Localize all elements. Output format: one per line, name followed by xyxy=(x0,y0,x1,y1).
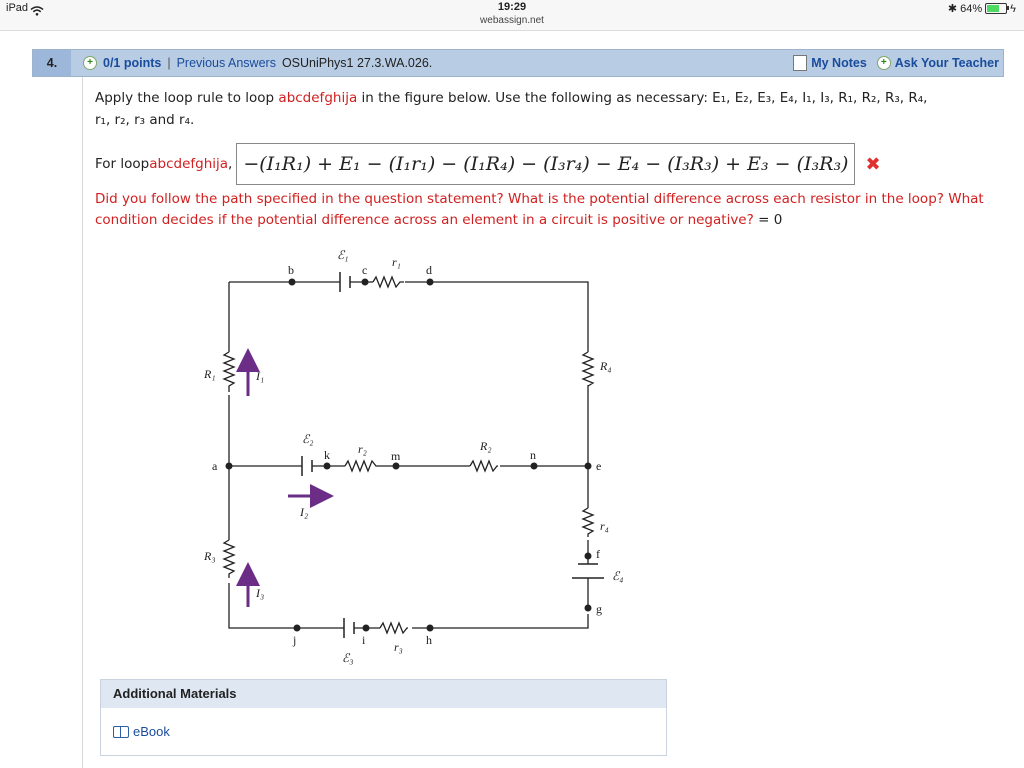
feedback-text: Did you follow the path specified in the question statement? What is the potential difference across each resistor in the loop? What condition decides if the potential difference across an element in a circuit is positive or negative? xyxy=(95,191,984,228)
label-R4: R₄ xyxy=(600,359,612,373)
node-j xyxy=(294,625,301,632)
battery-percent: 64% xyxy=(960,2,983,15)
node-m xyxy=(393,463,400,470)
device-name: iPad xyxy=(6,2,29,14)
resistor-r3 xyxy=(380,623,408,633)
feedback-message xyxy=(95,189,995,231)
node-a xyxy=(226,463,233,470)
label-I3: I₃ xyxy=(256,586,265,600)
node-g xyxy=(585,605,592,612)
circuit-diagram xyxy=(200,240,624,670)
additional-materials-title: Additional Materials xyxy=(101,680,666,708)
prompt-text-1: Apply the loop rule to loop xyxy=(95,90,279,106)
my-notes-button[interactable] xyxy=(793,55,867,71)
label-r4: r₄ xyxy=(600,519,609,533)
label-node-g: g xyxy=(596,602,602,616)
my-notes-label: My Notes xyxy=(811,56,867,70)
battery-emf3 xyxy=(344,618,354,638)
label-node-f: f xyxy=(596,547,600,561)
node-k xyxy=(324,463,331,470)
battery-emf2 xyxy=(302,456,312,476)
label-r1: r₁ xyxy=(392,255,401,269)
label-node-k: k xyxy=(324,448,330,462)
battery-emf4 xyxy=(572,564,604,578)
battery-icon xyxy=(985,3,1007,14)
question-prompt xyxy=(95,87,985,131)
resistor-r2 xyxy=(345,461,377,471)
answer-label-prefix: For loop xyxy=(95,156,150,172)
bluetooth-icon: ✱ xyxy=(947,3,958,15)
node-i xyxy=(363,625,370,632)
label-emf3: ℰ₃ xyxy=(342,651,354,665)
label-node-a: a xyxy=(212,459,218,473)
answer-input[interactable]: −(I₁R₁) + E₁ − (I₁r₁) − (I₁R₄) − (I₃r₄) − E₄ − (I₃R₃) + E₃ − (I₃R₃) xyxy=(236,143,855,185)
label-node-j: j xyxy=(293,633,297,647)
resistor-R4 xyxy=(583,352,593,386)
status-right xyxy=(948,2,1016,15)
label-R2: R₂ xyxy=(480,439,492,453)
resistor-R2 xyxy=(470,461,498,471)
node-d xyxy=(427,279,434,286)
label-I1: I₁ xyxy=(256,369,265,383)
book-icon xyxy=(113,726,129,738)
ask-teacher-button[interactable] xyxy=(877,56,999,70)
x-mark-icon: ✖ xyxy=(865,153,881,175)
answer-row xyxy=(95,143,881,185)
label-r3: r₃ xyxy=(394,640,403,654)
node-n xyxy=(531,463,538,470)
label-node-i: i xyxy=(362,633,366,647)
previous-answers-link[interactable]: Previous Answers xyxy=(176,56,276,70)
label-emf1: ℰ₁ xyxy=(337,248,349,262)
question-header xyxy=(32,49,1004,77)
charging-icon: ϟ xyxy=(1010,2,1016,15)
node-f xyxy=(585,553,592,560)
battery-emf1 xyxy=(340,272,350,292)
node-c xyxy=(362,279,369,286)
question-id: OSUniPhys1 27.3.WA.026. xyxy=(281,56,433,70)
expand-plus-icon[interactable]: + xyxy=(83,56,97,70)
prompt-text-3: r₁, r₂, r₃ and r₄. xyxy=(95,112,195,128)
plus-icon: + xyxy=(877,56,891,70)
label-emf2: ℰ₂ xyxy=(302,432,314,446)
resistor-R1 xyxy=(224,352,234,392)
label-node-b: b xyxy=(288,263,294,277)
clock: 19:29 xyxy=(497,1,527,13)
additional-materials xyxy=(100,679,667,756)
label-R3: R₃ xyxy=(204,549,216,563)
ask-teacher-label: Ask Your Teacher xyxy=(894,56,999,70)
label-R1: R₁ xyxy=(204,367,216,381)
label-node-d: d xyxy=(426,263,432,277)
separator: | xyxy=(167,56,171,70)
label-I2: I₂ xyxy=(300,505,309,519)
question-number: 4. xyxy=(33,50,71,76)
answer-label-suffix: , xyxy=(228,156,233,172)
points-label[interactable]: 0/1 points xyxy=(103,56,162,70)
notes-icon xyxy=(793,55,807,71)
url-label[interactable]: webassign.net xyxy=(480,15,544,26)
label-emf4: ℰ₄ xyxy=(612,569,624,583)
prompt-loop-name: abcdefghija xyxy=(278,90,358,106)
label-node-m: m xyxy=(391,449,401,463)
prompt-text-2: in the figure below. Use the following as necessary: E₁, E₂, E₃, E₄, I₁, I₃, R₁, R₂, R₃, R₄, xyxy=(357,90,928,106)
node-e xyxy=(585,463,592,470)
node-h xyxy=(427,625,434,632)
ebook-label: eBook xyxy=(133,724,170,739)
status-bar xyxy=(0,0,1024,31)
node-b xyxy=(289,279,296,286)
label-node-e: e xyxy=(596,459,602,473)
battery-fill xyxy=(987,5,999,12)
ebook-link[interactable] xyxy=(113,724,170,739)
answer-loop-name: abcdefghija xyxy=(149,156,229,172)
label-node-h: h xyxy=(426,633,432,647)
resistor-R3 xyxy=(224,540,234,578)
feedback-value: 0 xyxy=(773,212,783,228)
resistor-r1 xyxy=(373,277,404,287)
label-node-c: c xyxy=(362,263,368,277)
resistor-r4 xyxy=(583,508,593,537)
label-r2: r₂ xyxy=(358,442,367,456)
label-node-n: n xyxy=(530,448,536,462)
feedback-eq: = xyxy=(753,212,774,228)
